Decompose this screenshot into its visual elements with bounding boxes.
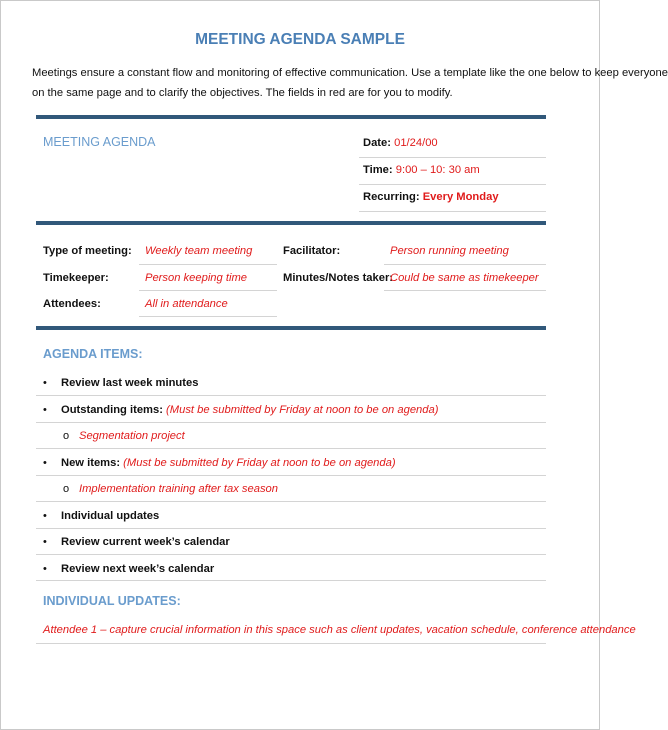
- date-value: 01/24/00: [394, 137, 438, 149]
- type-of-meeting-value: Weekly team meeting: [145, 245, 253, 257]
- divider: [359, 184, 546, 185]
- timekeeper-value: Person keeping time: [145, 272, 247, 284]
- timekeeper-label: Timekeeper:: [43, 272, 109, 284]
- bullet-icon: •: [43, 404, 47, 416]
- attendees-label: Attendees:: [43, 298, 101, 310]
- agenda-item: Outstanding items: (Must be submitted by Friday at noon to be on agenda): [61, 404, 439, 416]
- divider: [384, 264, 546, 265]
- divider: [36, 501, 546, 502]
- notes-taker-label: Minutes/Notes taker:: [283, 272, 394, 284]
- divider: [36, 475, 546, 476]
- agenda-item: Individual updates: [61, 510, 160, 522]
- agenda-items-heading: AGENDA ITEMS:: [43, 347, 143, 361]
- sub-bullet-icon: o: [63, 430, 70, 442]
- bullet-icon: •: [43, 377, 47, 389]
- agenda-subitem: Implementation training after tax season: [79, 483, 278, 495]
- intro-paragraph: [32, 63, 668, 103]
- agenda-subitem: Segmentation project: [79, 430, 185, 442]
- notes-taker-value: Could be same as timekeeper: [390, 272, 539, 284]
- bullet-icon: •: [43, 536, 47, 548]
- divider: [139, 316, 277, 317]
- divider: [36, 580, 546, 581]
- divider: [36, 448, 546, 449]
- divider: [36, 643, 546, 644]
- agenda-heading: MEETING AGENDA: [43, 135, 156, 149]
- divider: [36, 395, 546, 396]
- bullet-icon: •: [43, 457, 47, 469]
- divider: [359, 211, 546, 212]
- individual-update-line: Attendee 1 – capture crucial information in this space such as client updates, vacation schedule, conference attendance: [43, 624, 636, 636]
- section-divider-bar: [36, 115, 546, 119]
- type-of-meeting-label: Type of meeting:: [43, 245, 132, 257]
- divider: [384, 290, 546, 291]
- date-label: Date: 01/24/00: [363, 137, 438, 149]
- time-label: Time: 9:00 – 10: 30 am: [363, 164, 480, 176]
- agenda-item: New items: (Must be submitted by Friday at noon to be on agenda): [61, 457, 396, 469]
- recurring-label: Recurring: Every Monday: [363, 191, 499, 203]
- divider: [139, 264, 277, 265]
- divider: [36, 422, 546, 423]
- bullet-icon: •: [43, 563, 47, 575]
- recurring-value: Every Monday: [422, 191, 499, 203]
- agenda-item: Review current week’s calendar: [61, 536, 230, 548]
- page-title: MEETING AGENDA SAMPLE: [195, 31, 405, 48]
- agenda-item: Review last week minutes: [61, 377, 199, 389]
- section-divider-bar: [36, 221, 546, 225]
- attendees-value: All in attendance: [145, 298, 228, 310]
- facilitator-label: Facilitator:: [283, 245, 341, 257]
- intro-line-2: on the same page and to clarify the objectives. The fields in red are for you to modify.: [32, 87, 453, 99]
- divider: [139, 290, 277, 291]
- bullet-icon: •: [43, 510, 47, 522]
- divider: [359, 157, 546, 158]
- facilitator-value: Person running meeting: [390, 245, 509, 257]
- individual-updates-heading: INDIVIDUAL UPDATES:: [43, 594, 181, 608]
- section-divider-bar: [36, 326, 546, 330]
- time-value: 9:00 – 10: 30 am: [395, 164, 480, 176]
- agenda-item: Review next week’s calendar: [61, 563, 215, 575]
- divider: [36, 528, 546, 529]
- intro-line-1: Meetings ensure a constant flow and monitoring of effective communication. Use a template like the one below to keep everyone: [32, 67, 668, 79]
- sub-bullet-icon: o: [63, 483, 70, 495]
- divider: [36, 554, 546, 555]
